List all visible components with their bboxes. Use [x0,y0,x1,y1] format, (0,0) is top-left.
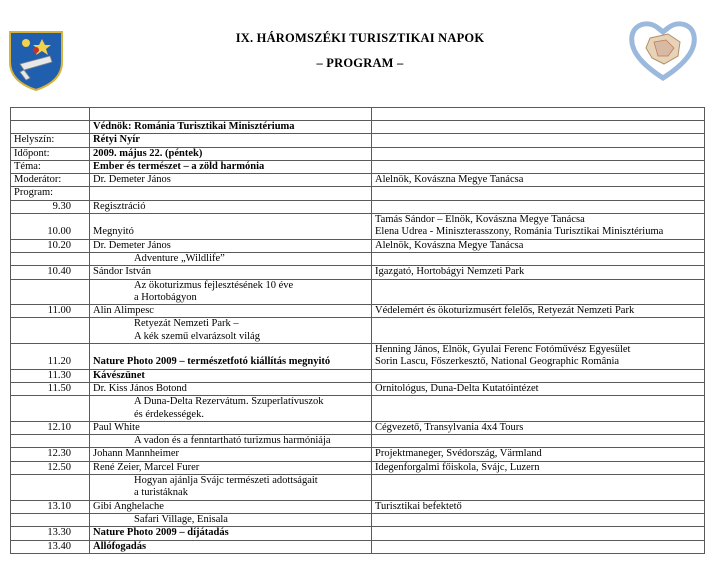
speaker-cell: Turisztikai befektető [372,500,705,513]
table-row [11,214,705,240]
event-cell: Adventure „Wildlife” [90,252,372,265]
time-cell: Moderátor: [11,174,90,187]
cell-line: a Hortobágyon [134,291,197,303]
table-row [11,200,705,213]
table-row [11,527,705,540]
table-row [11,160,705,173]
time-cell: 10.40 [11,266,90,279]
table-row [11,134,705,147]
event-cell: Nature Photo 2009 – díjátadás [90,527,372,540]
event-cell [90,187,372,200]
cell-line: Retyezát Nemzeti Park – [134,318,239,330]
event-cell: Johann Mannheimer [90,448,372,461]
table-row [11,382,705,395]
table-row [11,369,705,382]
event-cell: Védnök: Románia Turisztikai Minisztériuma [90,121,372,134]
time-cell: 12.10 [11,421,90,434]
time-cell: 9.30 [11,200,90,213]
speaker-cell [372,527,705,540]
table-row [11,305,705,318]
time-cell: 12.50 [11,461,90,474]
event-cell: Kávészünet [90,369,372,382]
event-cell: Safari Village, Enisala [90,513,372,526]
speaker-cell [372,369,705,382]
cell-line: és érdekességek. [134,408,204,420]
heart-map-logo-icon [628,18,698,82]
event-cell: Nature Photo 2009 – természetfotó kiállítás megnyitó [90,344,372,370]
speaker-cell: Alelnök, Kovászna Megye Tanácsa [372,239,705,252]
speaker-cell [372,540,705,553]
cell-line: A kék szemű elvarázsolt világ [134,330,260,342]
cell-line: Henning János, Elnök, Gyulai Ferenc Fotóművész Egyesület [375,344,631,356]
speaker-cell: Alelnök, Kovászna Megye Tanácsa [372,174,705,187]
event-cell: Állófogadás [90,540,372,553]
event-cell: Sándor István [90,266,372,279]
table-row [11,318,705,344]
time-cell: Téma: [11,160,90,173]
time-cell: 11.50 [11,382,90,395]
event-cell: Regisztráció [90,200,372,213]
time-cell: Program: [11,187,90,200]
speaker-cell: Cégvezető, Transylvania 4x4 Tours [372,421,705,434]
table-row [11,252,705,265]
event-cell: René Zeier, Marcel Furer [90,461,372,474]
time-cell [11,435,90,448]
speaker-cell [372,252,705,265]
time-cell: 13.10 [11,500,90,513]
speaker-cell [372,396,705,422]
speaker-cell [372,513,705,526]
page-title: IX. HÁROMSZÉKI TURISZTIKAI NAPOK [235,31,485,45]
table-row [11,121,705,134]
event-cell: Megnyitó [90,214,372,240]
program-table [10,107,705,554]
cell-line: Hogyan ajánlja Svájc természeti adottságait [134,475,318,487]
event-cell: Dr. Kiss János Botond [90,382,372,395]
time-cell: Időpont: [11,147,90,160]
time-cell [11,513,90,526]
time-cell: 10.20 [11,239,90,252]
speaker-cell [372,108,705,121]
time-cell [11,252,90,265]
time-cell: 11.30 [11,369,90,382]
speaker-cell [372,160,705,173]
speaker-cell: Védelemért és ökoturizmusért felelős, Retyezát Nemzeti Park [372,305,705,318]
event-cell [90,475,372,501]
speaker-cell: Projektmaneger, Svédország, Värmland [372,448,705,461]
event-cell: Paul White [90,421,372,434]
time-cell: 11.00 [11,305,90,318]
event-cell: Alin Alimpesc [90,305,372,318]
cell-line: Sorin Lascu, Főszerkesztő, National Geographic România [375,356,620,368]
speaker-cell [372,344,705,370]
table-row [11,461,705,474]
speaker-cell [372,475,705,501]
table-row [11,421,705,434]
time-cell: 13.40 [11,540,90,553]
cell-line: Tamás Sándor – Elnök, Kovászna Megye Tanácsa [375,214,585,226]
table-row [11,239,705,252]
table-row [11,266,705,279]
event-cell [90,396,372,422]
table-row [11,540,705,553]
table-row [11,344,705,370]
time-cell: 11.20 [11,344,90,370]
time-cell [11,396,90,422]
cell-line: Elena Udrea - Miniszterasszony, Románia Turisztikai Minisztériuma [375,226,664,238]
table-row [11,147,705,160]
time-cell [11,475,90,501]
cell-line: Az ökoturizmus fejlesztésének 10 éve [134,279,294,291]
event-cell: Rétyi Nyír [90,134,372,147]
cell-line: A Duna-Delta Rezervátum. Szuperlatívuszok [134,396,324,408]
time-cell [11,279,90,305]
speaker-cell [372,435,705,448]
speaker-cell: Ornitológus, Duna-Delta Kutatóintézet [372,382,705,395]
event-cell: Gibi Anghelache [90,500,372,513]
event-cell [90,279,372,305]
event-cell [90,108,372,121]
table-row [11,396,705,422]
table-row [11,279,705,305]
table-row [11,435,705,448]
event-cell [90,318,372,344]
table-row [11,174,705,187]
table-row [11,500,705,513]
time-cell: 12.30 [11,448,90,461]
speaker-cell [372,187,705,200]
table-row [11,475,705,501]
time-cell: 13.30 [11,527,90,540]
time-cell: 10.00 [11,214,90,240]
cell-line: a turistáknak [134,487,188,499]
speaker-cell [372,200,705,213]
time-cell: Helyszín: [11,134,90,147]
event-cell: Ember és természet – a zöld harmónia [90,160,372,173]
table-row [11,187,705,200]
speaker-cell [372,147,705,160]
event-cell: Dr. Demeter János [90,239,372,252]
time-cell [11,108,90,121]
speaker-cell [372,214,705,240]
table-row [11,513,705,526]
event-cell: A vadon és a fenntartható turizmus harmóniája [90,435,372,448]
table-row [11,108,705,121]
speaker-cell [372,279,705,305]
speaker-cell [372,318,705,344]
page-subtitle: – PROGRAM – [316,56,404,70]
table-row [11,448,705,461]
speaker-cell [372,134,705,147]
speaker-cell [372,121,705,134]
event-cell: Dr. Demeter János [90,174,372,187]
event-cell: 2009. május 22. (péntek) [90,147,372,160]
speaker-cell: Igazgató, Hortobágyi Nemzeti Park [372,266,705,279]
speaker-cell: Idegenforgalmi főiskola, Svájc, Luzern [372,461,705,474]
time-cell [11,318,90,344]
time-cell [11,121,90,134]
